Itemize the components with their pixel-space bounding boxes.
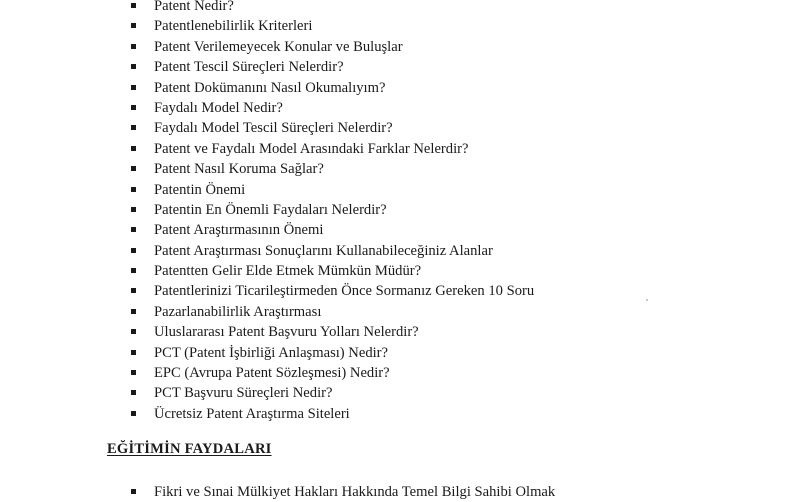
topic-list-item	[128, 98, 688, 118]
training-topics-list	[128, 0, 688, 424]
square-bullet-icon	[131, 411, 136, 416]
square-bullet-icon	[131, 309, 136, 314]
topic-list-item	[128, 322, 688, 342]
topic-list-item	[128, 37, 688, 57]
topic-list-item-text: Patentlerinizi Ticarileştirmeden Önce Sormanız Gereken 10 Soru	[154, 283, 535, 300]
scan-speck	[646, 299, 648, 301]
topic-list-item-text: Patent Verilemeyecek Konular ve Buluşlar	[154, 38, 403, 55]
benefits-list-item	[128, 482, 555, 502]
topic-list-item-text: Ücretsiz Patent Araştırma Siteleri	[154, 405, 350, 422]
topic-list-item-text: Faydalı Model Nedir?	[154, 99, 283, 116]
topic-list-item	[128, 139, 688, 159]
square-bullet-icon	[131, 146, 136, 151]
square-bullet-icon	[131, 105, 136, 110]
square-bullet-icon	[131, 350, 136, 355]
square-bullet-icon	[131, 390, 136, 395]
topic-list-item-text: Patentten Gelir Elde Etmek Mümkün Müdür?	[154, 263, 422, 280]
topic-list-item	[128, 57, 688, 77]
topic-list-item	[128, 118, 688, 138]
square-bullet-icon	[131, 44, 136, 49]
topic-list-item-text: PCT Başvuru Süreçleri Nedir?	[154, 385, 333, 402]
topic-list-item	[128, 281, 688, 301]
topic-list-item-text: Patent ve Faydalı Model Arasındaki Farklar Nelerdir?	[154, 140, 469, 157]
topic-list-item	[128, 159, 688, 179]
topic-list-item	[128, 343, 688, 363]
topic-list-item	[128, 241, 688, 261]
topic-list-item-text: Uluslararası Patent Başvuru Yolları Nelerdir?	[154, 324, 419, 341]
topic-list-item	[128, 383, 688, 403]
topic-list-item-text: Patentin Önemi	[154, 181, 246, 198]
square-bullet-icon	[131, 288, 136, 293]
topic-list-item-text: Patentin En Önemli Faydaları Nelerdir?	[154, 201, 387, 218]
topic-list-item	[128, 261, 688, 281]
topic-list-item-text: Pazarlanabilirlik Araştırması	[154, 303, 322, 320]
square-bullet-icon	[131, 489, 136, 494]
topic-list-item-text: PCT (Patent İşbirliği Anlaşması) Nedir?	[154, 344, 389, 361]
square-bullet-icon	[131, 207, 136, 212]
topic-list-item-text: Patent Nasıl Koruma Sağlar?	[154, 161, 324, 178]
topic-list-item-text: Patent Dokümanını Nasıl Okumalıyım?	[154, 79, 386, 96]
topic-list-item	[128, 200, 688, 220]
square-bullet-icon	[131, 3, 136, 8]
square-bullet-icon	[131, 166, 136, 171]
topic-list-item-text: Faydalı Model Tescil Süreçleri Nelerdir?	[154, 120, 393, 137]
benefits-section-heading: EĞİTİMİN FAYDALARI	[107, 441, 272, 457]
topic-list-item	[128, 220, 688, 240]
square-bullet-icon	[131, 187, 136, 192]
topic-list-item	[128, 0, 688, 16]
topic-list-item-text: EPC (Avrupa Patent Sözleşmesi) Nedir?	[154, 365, 390, 382]
square-bullet-icon	[131, 370, 136, 375]
topic-list-item	[128, 363, 688, 383]
square-bullet-icon	[131, 248, 136, 253]
square-bullet-icon	[131, 227, 136, 232]
topic-list-item	[128, 180, 688, 200]
topic-list-item	[128, 404, 688, 424]
topic-list-item-text: Patent Tescil Süreçleri Nelerdir?	[154, 59, 344, 76]
square-bullet-icon	[131, 125, 136, 130]
topic-list-item-text: Patent Araştırması Sonuçlarını Kullanabileceğiniz Alanlar	[154, 242, 493, 259]
square-bullet-icon	[131, 64, 136, 69]
topic-list-item-text: Patent Nedir?	[154, 0, 234, 14]
square-bullet-icon	[131, 329, 136, 334]
square-bullet-icon	[131, 85, 136, 90]
topic-list-item-text: Patentlenebilirlik Kriterleri	[154, 18, 313, 35]
topic-list-item-text: Patent Araştırmasının Önemi	[154, 222, 324, 239]
topic-list-item	[128, 78, 688, 98]
topic-list-item	[128, 16, 688, 36]
topic-list-item	[128, 302, 688, 322]
square-bullet-icon	[131, 23, 136, 28]
square-bullet-icon	[131, 268, 136, 273]
benefits-list-item-text: Fikri ve Sınai Mülkiyet Hakları Hakkında Temel Bilgi Sahibi Olmak	[154, 484, 556, 500]
